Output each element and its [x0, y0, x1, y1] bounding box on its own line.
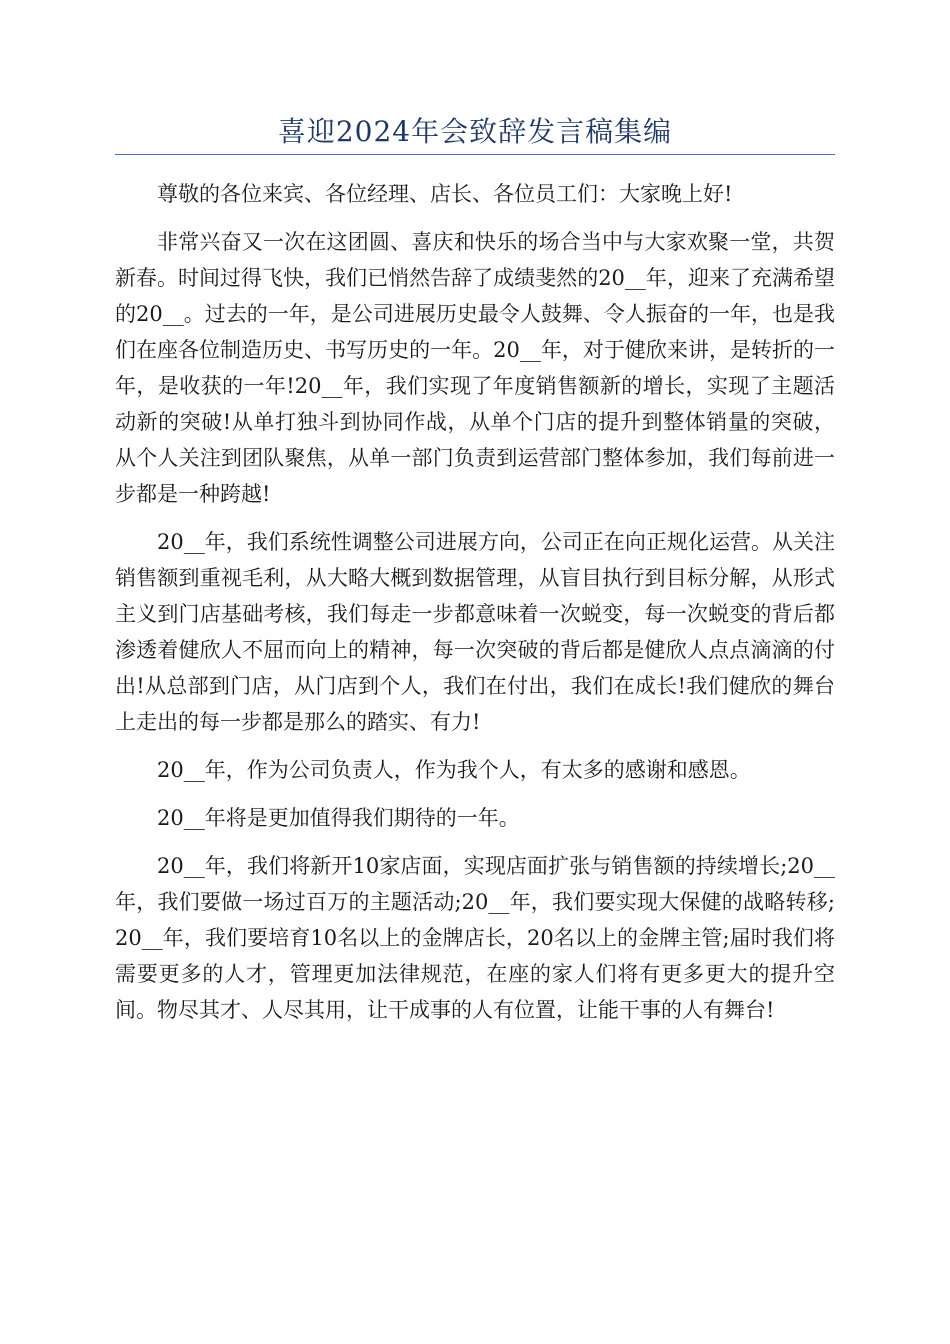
document-title: 喜迎2024年会致辞发言稿集编: [277, 115, 673, 148]
document-body: [115, 176, 835, 1040]
paragraph-adjustment: 20__年，我们系统性调整公司进展方向，公司正在向正规化运营。从关注销售额到重视毛利，从大略大概到数据管理，从盲目执行到目标分解，从形式主义到门店基础考核，我们每走一步都意味着一次蜕变，每一次蜕变的背后都渗透着健欣人不屈而向上的精神，每一次突破的背后都是健欣人点点滴滴的付出!从总部到门店，从门店到个人，我们在付出，我们在成长!我们健欣的舞台上走出的每一步都是那么的踏实、有力!: [115, 530, 835, 734]
paragraph-review: 非常兴奋又一次在这团圆、喜庆和快乐的场合当中与大家欢聚一堂，共贺新春。时间过得飞快，我们已悄然告辞了成绩斐然的20__年，迎来了充满希望的20__。过去的一年，是公司进展历史最令人鼓舞、令人振奋的一年，也是我们在座各位制造历史、书写历史的一年。20__年，对于健欣来讲，是转折的一年，是收获的一年!20__年，我们实现了年度销售额新的增长，实现了主题活动新的突破!从单打独斗到协同作战，从单个门店的提升到整体销量的突破，从个人关注到团队聚焦，从单一部门负责到运营部门整体参加，我们每前进一步都是一种跨越!: [115, 230, 835, 506]
paragraph-greeting: 尊敬的各位来宾、各位经理、店长、各位员工们：大家晚上好!: [157, 182, 733, 206]
title-underline: [115, 154, 835, 155]
paragraph-expectation: 20__年将是更加值得我们期待的一年。: [157, 806, 520, 830]
paragraph-thanks: 20__年，作为公司负责人，作为我个人，有太多的感谢和感恩。: [157, 758, 751, 782]
paragraph-plans: 20__年，我们将新开10家店面，实现店面扩张与销售额的持续增长;20__年，我们要做一场过百万的主题活动;20__年，我们要实现大保健的战略转移;20__年，我们要培育10名以上的金牌店长，20名以上的金牌主管;届时我们将需要更多的人才，管理更加法律规范，在座的家人们将有更多更大的提升空间。物尽其才、人尽其用，让干成事的人有位置，让能干事的人有舞台!: [115, 854, 835, 1022]
